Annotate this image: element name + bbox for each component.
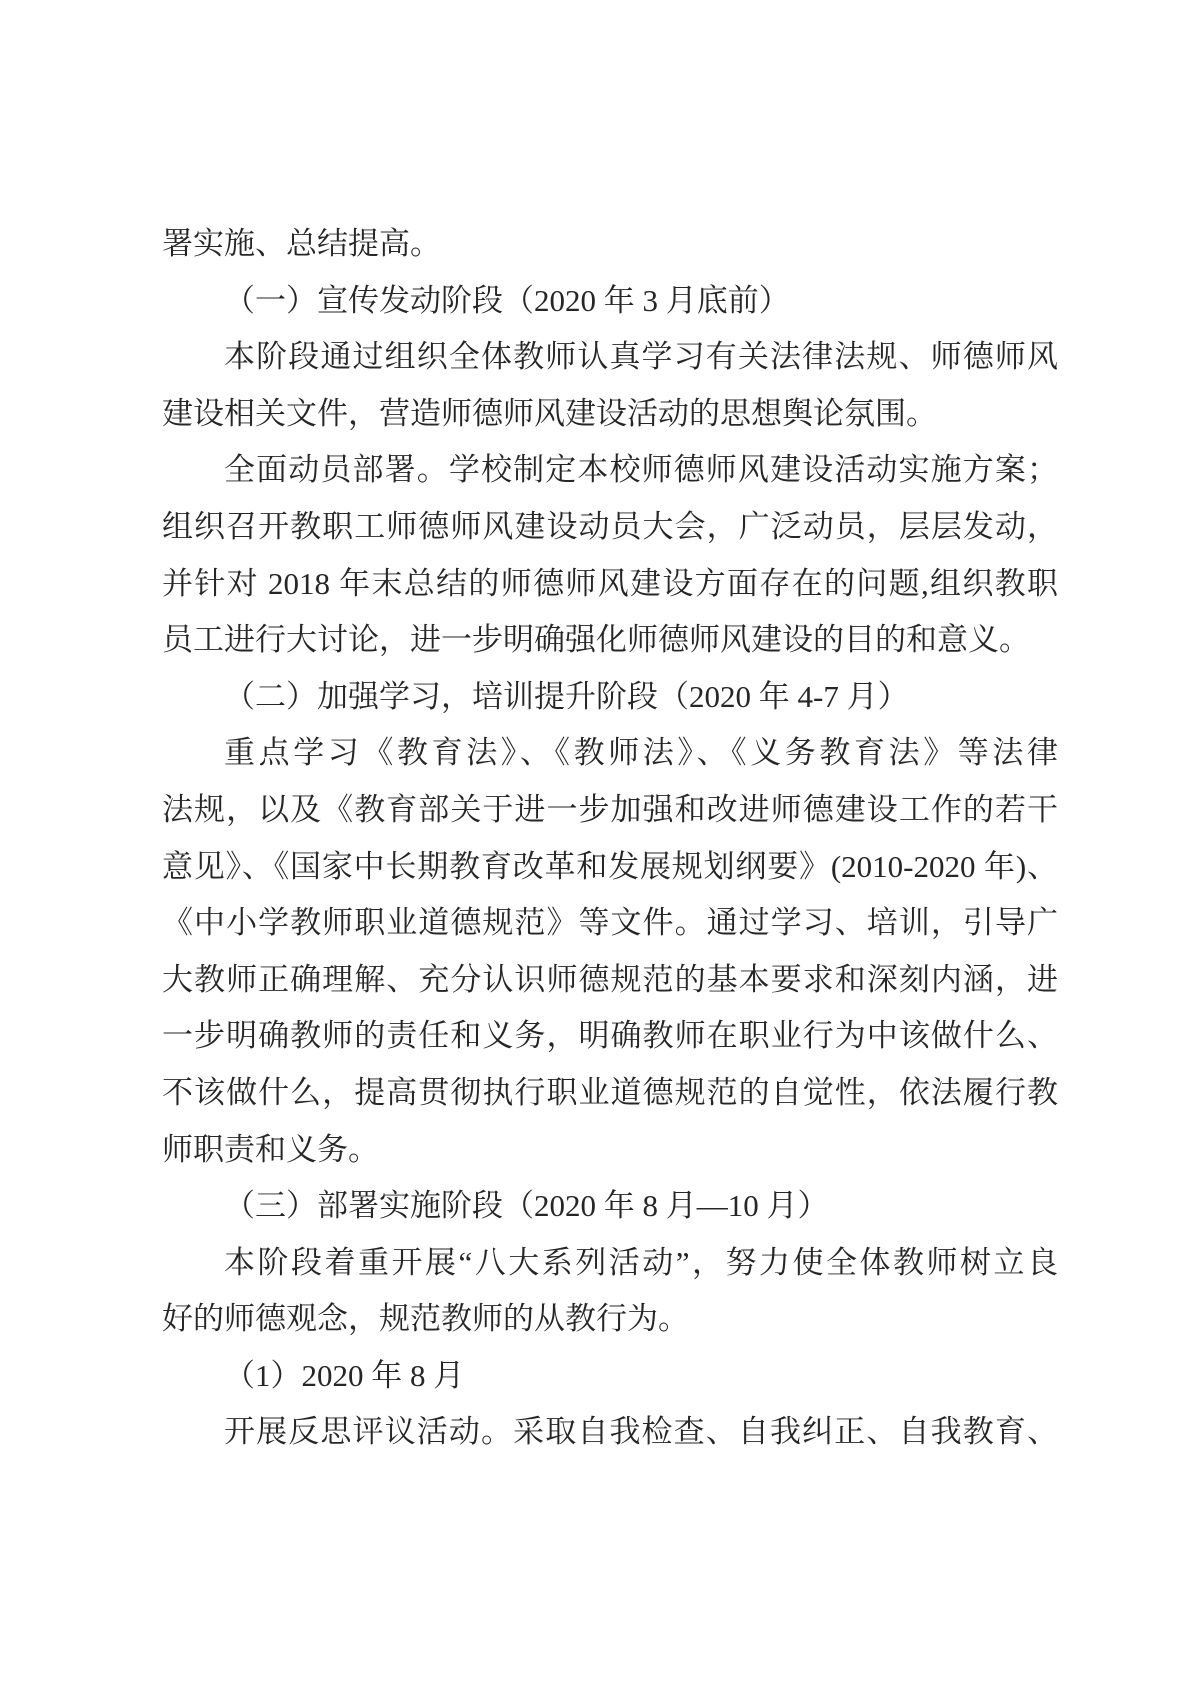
- text-line: 组织召开教职工师德师风建设动员大会，广泛动员，层层发动，: [162, 508, 1058, 544]
- text-line: 本阶段着重开展“八大系列活动”，努力使全体教师树立良: [224, 1244, 1058, 1280]
- text-line: 全面动员部署。学校制定本校师德师风建设活动实施方案；: [224, 452, 1058, 488]
- text-line: （一）宣传发动阶段（2020 年 3 月底前）: [224, 282, 790, 318]
- text-line: 员工进行大讨论，进一步明确强化师德师风建设的目的和意义。: [162, 622, 1030, 658]
- text-line: （二）加强学习，培训提升阶段（2020 年 4-7 月）: [224, 678, 909, 714]
- text-line: 《中小学教师职业道德规范》等文件。通过学习、培训，引导广: [162, 905, 1058, 941]
- text-line: 开展反思评议活动。采取自我检查、自我纠正、自我教育、: [224, 1414, 1058, 1450]
- text-line: 本阶段通过组织全体教师认真学习有关法律法规、师德师风: [224, 339, 1058, 375]
- text-line: 建设相关文件，营造师德师风建设活动的思想舆论氛围。: [162, 395, 937, 431]
- text-line: 署实施、总结提高。: [162, 226, 441, 261]
- text-line: 不该做什么，提高贯彻执行职业道德规范的自觉性，依法履行教: [162, 1074, 1058, 1110]
- text-line: 大教师正确理解、充分认识师德规范的基本要求和深刻内涵，进: [162, 961, 1058, 997]
- text-line: （1）2020 年 8 月: [224, 1357, 465, 1393]
- text-line: 好的师德观念，规范教师的从教行为。: [162, 1301, 689, 1337]
- text-line: （三）部署实施阶段（2020 年 8 月—10 月）: [224, 1188, 829, 1224]
- text-line: 并针对 2018 年末总结的师德师风建设方面存在的问题,组织教职: [162, 565, 1058, 601]
- text-line: 一步明确教师的责任和义务，明确教师在职业行为中该做什么、: [162, 1018, 1058, 1054]
- document-body: [162, 216, 1058, 1461]
- text-line: 法规，以及《教育部关于进一步加强和改进师德建设工作的若干: [162, 791, 1058, 827]
- text-line: 师职责和义务。: [162, 1131, 379, 1167]
- text-line: 重点学习《教育法》、《教师法》、《义务教育法》等法律: [224, 735, 1058, 771]
- text-line: 意见》、《国家中长期教育改革和发展规划纲要》(2010-2020 年)、: [162, 848, 1058, 884]
